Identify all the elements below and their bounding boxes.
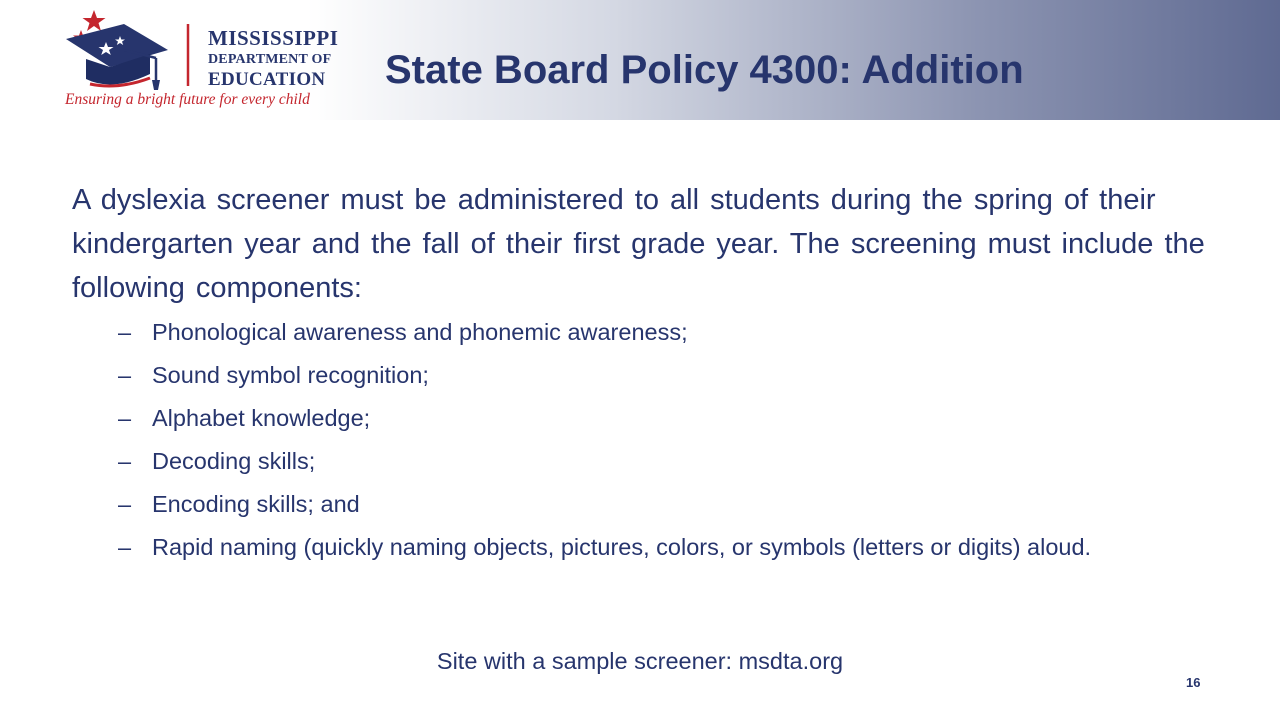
list-item-text: Sound symbol recognition; (152, 362, 429, 388)
list-item (118, 445, 1218, 477)
component-list (118, 316, 1218, 574)
list-item-text: Alphabet knowledge; (152, 405, 371, 431)
list-item-text: Decoding skills; (152, 448, 316, 474)
list-item (118, 488, 1218, 520)
list-item (118, 531, 1218, 563)
logo-text-department: DEPARTMENT OF (208, 52, 332, 67)
list-item (118, 359, 1218, 391)
logo-tagline: Ensuring a bright future for every child (65, 91, 310, 108)
bullet-dash: – (118, 405, 132, 431)
list-item-text: Phonological awareness and phonemic awareness; (152, 319, 688, 345)
logo-text-education: EDUCATION (208, 69, 326, 90)
list-item-text: Encoding skills; and (152, 491, 360, 517)
bullet-dash: – (118, 319, 132, 345)
list-item (118, 402, 1218, 434)
header-banner (0, 0, 1280, 120)
mde-logo (60, 8, 360, 114)
bullet-dash: – (118, 362, 132, 388)
list-item-text: Rapid naming (quickly naming objects, pictures, colors, or symbols (letters or digits) aloud. (152, 534, 1092, 560)
logo-text-mississippi: MISSISSIPPI (208, 26, 339, 50)
bullet-dash: – (118, 448, 132, 474)
sample-screener-note: Site with a sample screener: msdta.org (436, 648, 844, 674)
slide-title: State Board Policy 4300: Addition (385, 48, 1024, 92)
bullet-dash: – (118, 534, 132, 560)
list-item (118, 316, 1218, 348)
graduation-cap-star-icon (60, 8, 210, 92)
bullet-dash: – (118, 491, 132, 517)
page-number: 16 (1186, 675, 1201, 690)
intro-paragraph: A dyslexia screener must be administered to all students during the spring of their kindergarten year and the fall of their first grade year. The screening must include the following components: (72, 184, 1205, 304)
